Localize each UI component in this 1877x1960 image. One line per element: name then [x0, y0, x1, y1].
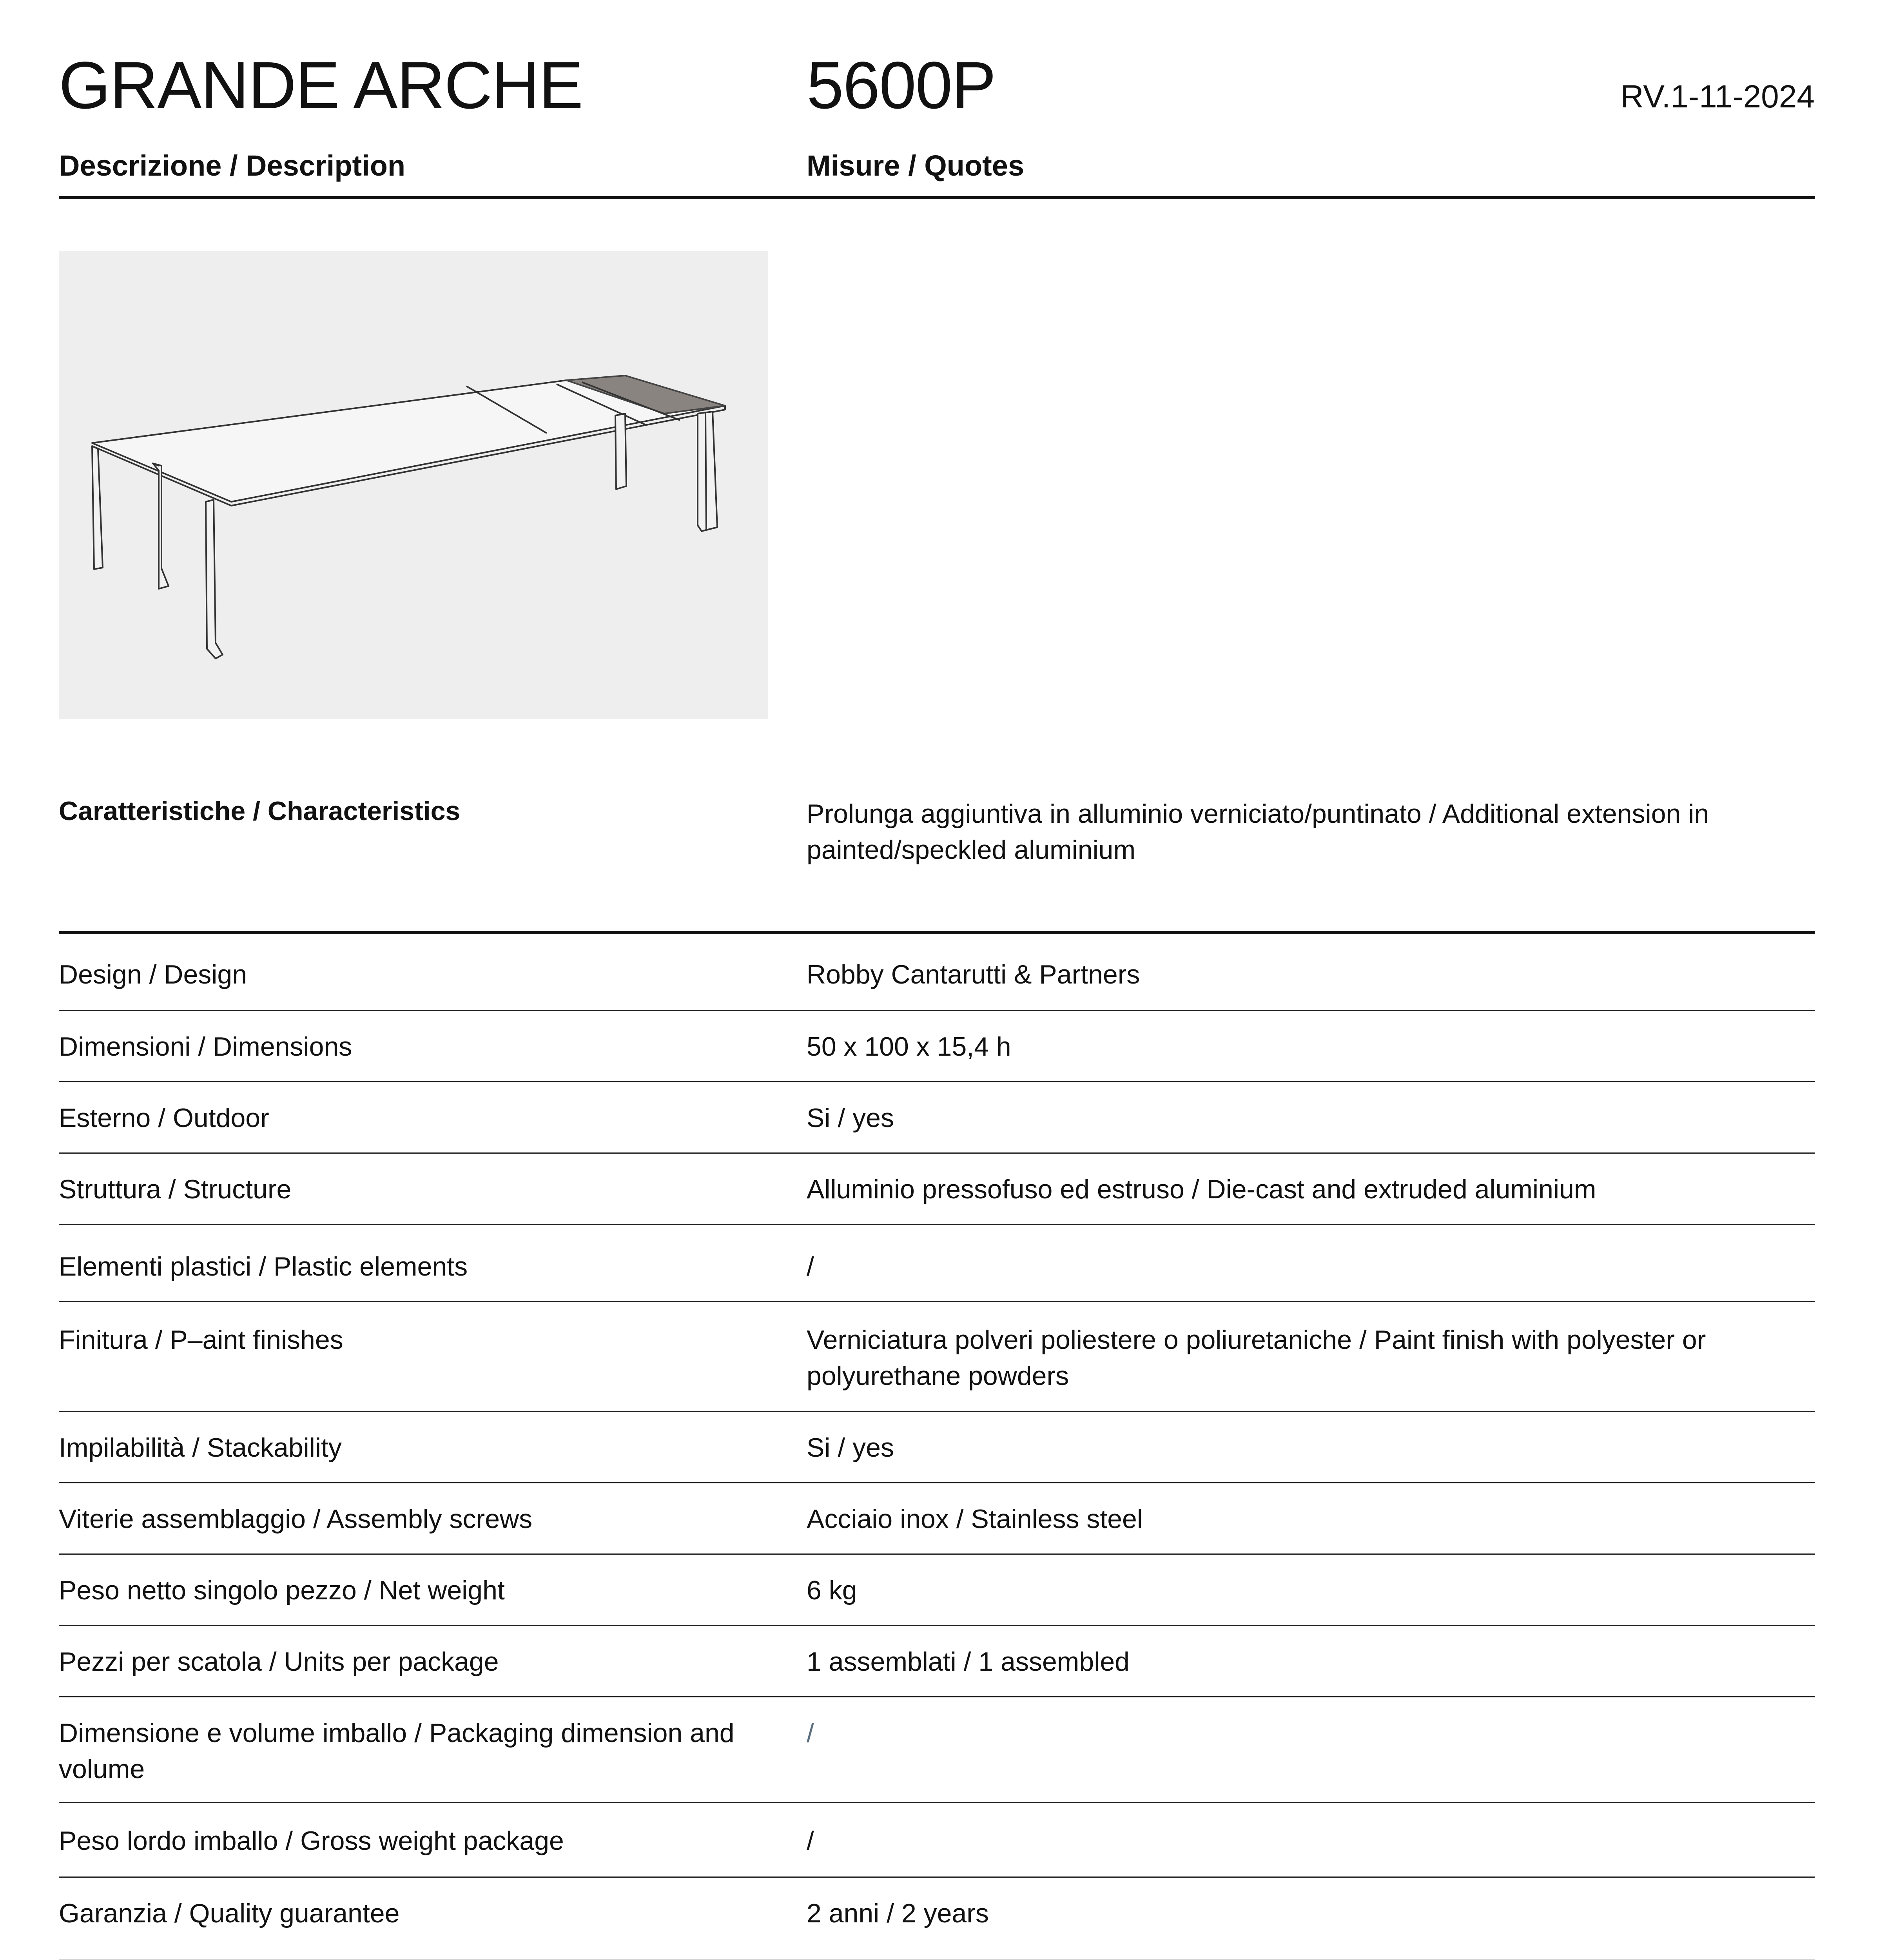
table-row	[59, 1301, 1815, 1411]
spec-value: 2 anni / 2 years	[807, 1877, 1815, 1960]
spec-label: Elementi plastici / Plastic elements	[59, 1224, 807, 1301]
spec-label: Peso lordo imballo / Gross weight package	[59, 1802, 807, 1877]
spec-label: Impilabilità / Stackability	[59, 1411, 807, 1483]
table-row	[59, 1153, 1815, 1224]
table-row	[59, 1554, 1815, 1625]
product-code: 5600P	[807, 48, 996, 123]
description-heading: Descrizione / Description	[59, 149, 406, 182]
characteristics-divider	[59, 931, 1815, 934]
table-row	[59, 1802, 1815, 1877]
table-row	[59, 1224, 1815, 1301]
product-image	[59, 251, 768, 719]
table-row	[59, 1625, 1815, 1697]
table-row	[59, 939, 1815, 1010]
spec-value: 50 x 100 x 15,4 h	[807, 1010, 1815, 1082]
header-divider	[59, 196, 1815, 199]
table-row	[59, 1010, 1815, 1082]
spec-sheet	[59, 0, 1815, 1960]
spec-label: Struttura / Structure	[59, 1153, 807, 1224]
table-row	[59, 1483, 1815, 1554]
spec-label: Pezzi per scatola / Units per package	[59, 1625, 807, 1697]
revision-label: RV.1-11-2024	[1620, 79, 1815, 114]
table-row	[59, 1411, 1815, 1483]
spec-label: Esterno / Outdoor	[59, 1082, 807, 1153]
spec-value: Robby Cantarutti & Partners	[807, 939, 1815, 1010]
table-row	[59, 1877, 1815, 1960]
spec-value: Si / yes	[807, 1411, 1815, 1483]
table-row	[59, 1082, 1815, 1153]
spec-table	[59, 939, 1815, 1960]
spec-value: Si / yes	[807, 1082, 1815, 1153]
extendable-table-drawing-icon	[59, 251, 768, 719]
spec-label: Viterie assemblaggio / Assembly screws	[59, 1483, 807, 1554]
spec-label: Peso netto singolo pezzo / Net weight	[59, 1554, 807, 1625]
characteristics-label: Caratteristiche / Characteristics	[59, 796, 461, 826]
spec-value: /	[807, 1224, 1815, 1301]
spec-label: Dimensione e volume imballo / Packaging dimension and volume	[59, 1697, 807, 1802]
spec-value: /	[807, 1697, 1815, 1802]
title-row	[59, 39, 1815, 129]
spec-label: Dimensioni / Dimensions	[59, 1010, 807, 1082]
spec-value: /	[807, 1802, 1815, 1877]
spec-label: Finitura / P–aint finishes	[59, 1301, 807, 1411]
spec-value: Verniciatura polveri poliestere o poliuretaniche / Paint finish with polyester or polyurethane powders	[807, 1301, 1815, 1411]
product-name: GRANDE ARCHE	[59, 48, 583, 123]
spec-value: 1 assemblati / 1 assembled	[807, 1625, 1815, 1697]
spec-value: 6 kg	[807, 1554, 1815, 1625]
characteristics-value: Prolunga aggiuntiva in alluminio verniciato/puntinato / Additional extension in painted/speckled aluminium	[807, 799, 1709, 865]
spec-value: Alluminio pressofuso ed estruso / Die-cast and extruded aluminium	[807, 1153, 1815, 1224]
characteristics-row	[59, 796, 1815, 890]
section-headings	[59, 149, 1815, 196]
spec-label: Garanzia / Quality guarantee	[59, 1877, 807, 1960]
spec-label: Design / Design	[59, 939, 807, 1010]
spec-value: Acciaio inox / Stainless steel	[807, 1483, 1815, 1554]
table-row	[59, 1697, 1815, 1802]
measures-heading: Misure / Quotes	[807, 149, 1025, 182]
